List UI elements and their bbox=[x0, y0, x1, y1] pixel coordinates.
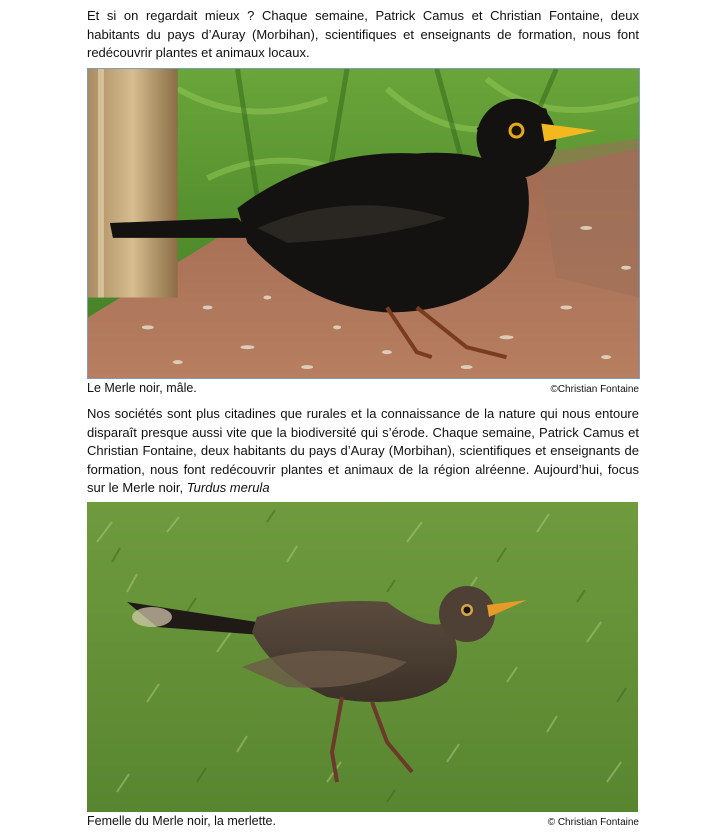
female-blackbird-photo bbox=[87, 502, 638, 812]
species-name: Turdus merula bbox=[186, 480, 270, 495]
body-paragraph bbox=[87, 405, 639, 498]
figure2-credit: © Christian Fontaine bbox=[547, 817, 639, 828]
figure1-caption: Le Merle noir, mâle. bbox=[87, 381, 197, 395]
figure2-caption: Femelle du Merle noir, la merlette. bbox=[87, 814, 276, 828]
intro-paragraph: Et si on regardait mieux ? Chaque semaine, Patrick Camus et Christian Fontaine, deux habitants du pays d’Auray (Morbihan), scientifiques et enseignants de formation, nous font redécouvrir plantes et animaux locaux. bbox=[87, 8, 639, 60]
male-blackbird-photo bbox=[87, 68, 640, 379]
figure1-credit: ©Christian Fontaine bbox=[550, 384, 639, 395]
body-text: Nos sociétés sont plus citadines que rurales et la connaissance de la nature qui nous entoure disparaît presque aussi vite que la biodiversité qui s’érode. Chaque semaine, Patrick Camus et Christian Fontaine, deux habitants du pays d’Auray (Morbihan), scientifiques et enseignants de formation, nous font redécouvrir plantes et animaux de la région alréenne. Aujourd’hui, focus sur le Merle noir, bbox=[87, 406, 639, 495]
